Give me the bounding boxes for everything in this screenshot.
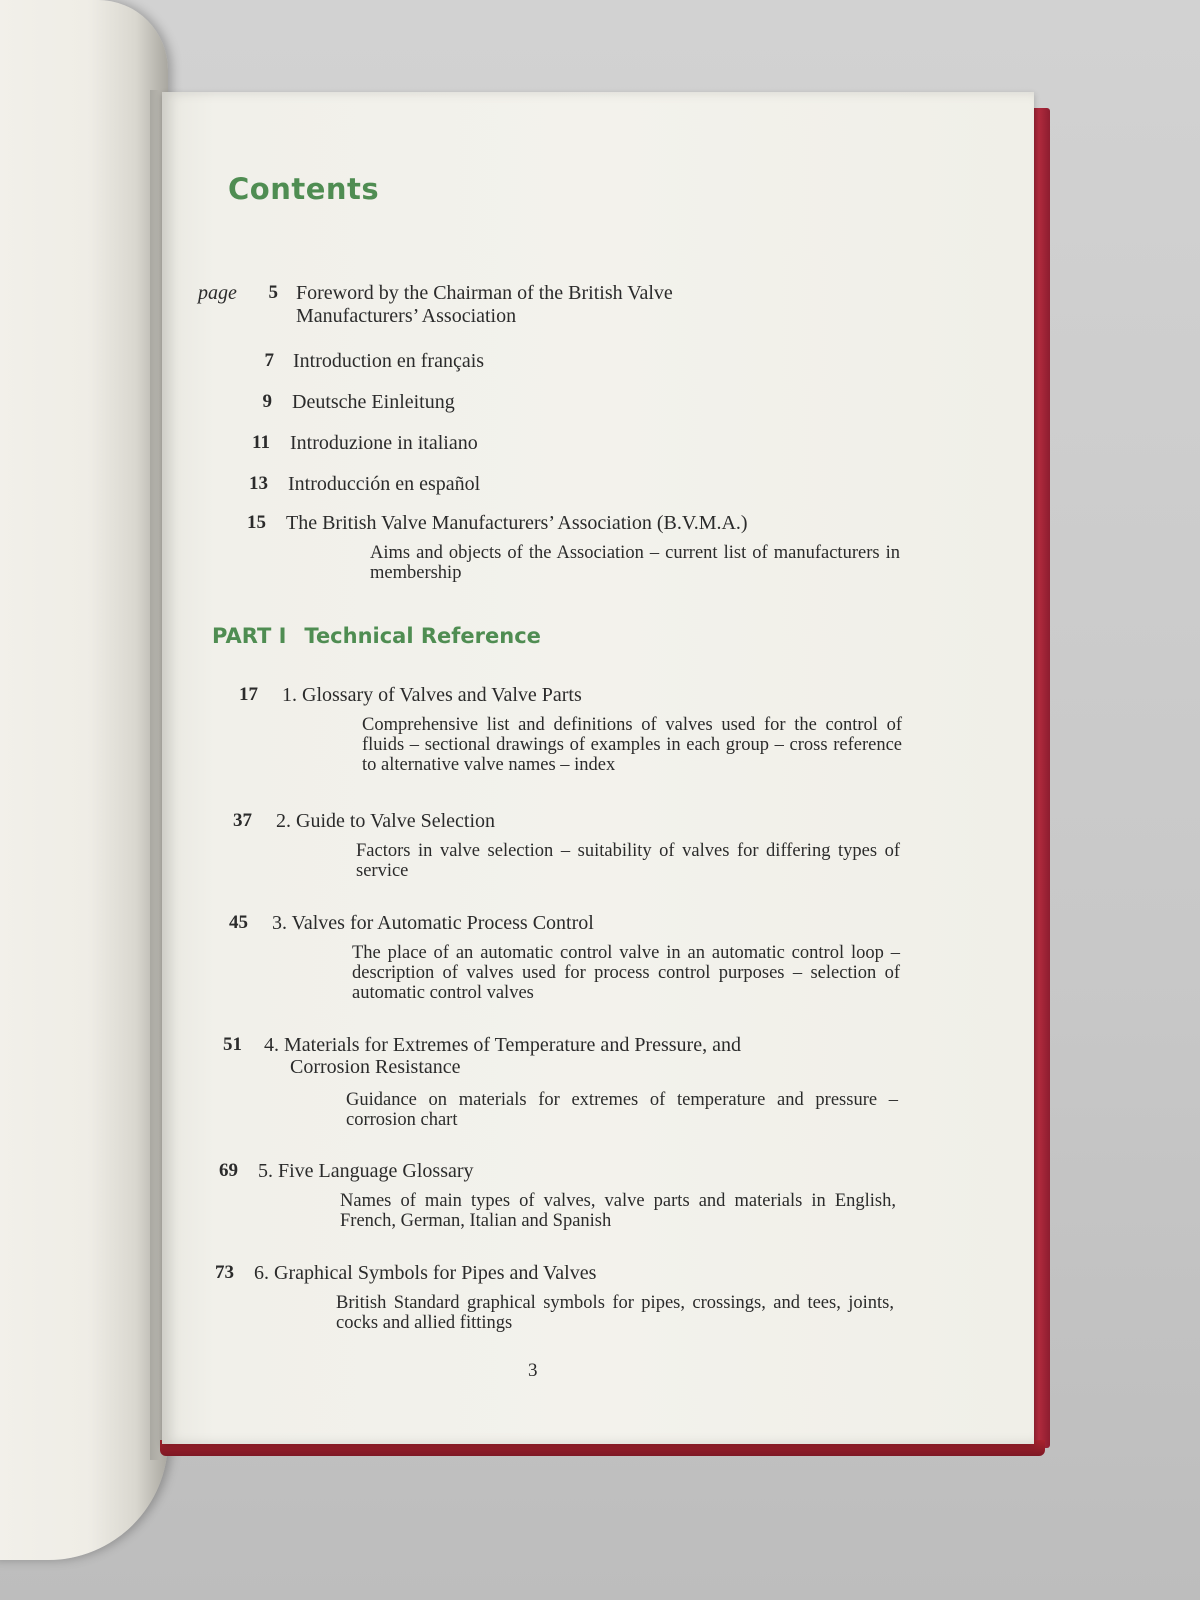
toc-description: British Standard graphical symbols for pipes, crossings, and tees, joints, cocks and allied fittings: [336, 1293, 894, 1333]
toc-entry-german: [198, 391, 958, 417]
toc-page-number: 15: [247, 512, 266, 533]
page-label: page: [198, 282, 237, 304]
toc-title-line: The British Valve Manufacturers’ Association (B.V.M.A.): [286, 512, 748, 534]
toc-page-number: 45: [229, 912, 248, 933]
toc-entry-french: [198, 350, 958, 376]
toc-page-number: 17: [239, 684, 258, 705]
toc-title-line: Manufacturers’ Association: [296, 305, 517, 327]
toc-description: Aims and objects of the Association – current list of manufacturers in membership: [370, 543, 900, 583]
toc-title-line: Foreword by the Chairman of the British Valve: [296, 282, 673, 304]
toc-entry-spanish: [198, 473, 958, 499]
toc-entry-selection: [198, 810, 988, 890]
toc-title-line: Corrosion Resistance: [290, 1056, 461, 1078]
toc-page-number: 7: [264, 350, 274, 371]
toc-entry-symbols: [198, 1262, 998, 1352]
toc-description: Guidance on materials for extremes of temperature and pressure – corrosion chart: [346, 1090, 898, 1130]
toc-description: Comprehensive list and definitions of valves used for the control of fluids – sectional drawings of examples in each group – cross reference to alternative valve names – index: [362, 715, 902, 775]
toc-page-number: 51: [223, 1034, 242, 1055]
toc-description: Names of main types of valves, valve parts and materials in English, French, German, Italian and Spanish: [340, 1191, 896, 1231]
toc-title-line: 5. Five Language Glossary: [258, 1160, 474, 1182]
toc-entry-foreword: [198, 282, 958, 342]
toc-title-line: Introducción en español: [288, 473, 481, 495]
toc-title-line: 3. Valves for Automatic Process Control: [272, 912, 594, 934]
toc-entry-glossary: [198, 684, 988, 794]
page-title: Contents: [228, 172, 380, 206]
toc-entry-italian: [198, 432, 958, 458]
page-folio: 3: [528, 1360, 538, 1381]
toc-page-number: 9: [262, 391, 272, 412]
left-page: [0, 0, 168, 1560]
toc-page-number: 69: [219, 1160, 238, 1181]
toc-page-number: 13: [249, 473, 268, 494]
toc-page-number: 73: [215, 1262, 234, 1283]
part-heading: [212, 624, 541, 648]
toc-page-number: 37: [233, 810, 252, 831]
toc-title-line: 6. Graphical Symbols for Pipes and Valves: [254, 1262, 597, 1284]
toc-title-line: Deutsche Einleitung: [292, 391, 455, 413]
toc-title-line: 1. Glossary of Valves and Valve Parts: [282, 684, 582, 706]
toc-description: Factors in valve selection – suitability of valves for differing types of service: [356, 841, 900, 881]
toc-entry-materials: [198, 1034, 998, 1144]
toc-title-line: Introduction en français: [293, 350, 485, 372]
toc-entry-five-language: [198, 1160, 998, 1250]
toc-page-number: 11: [252, 432, 270, 453]
toc-title-line: Introduzione in italiano: [290, 432, 478, 454]
contents-page: [162, 92, 1034, 1444]
toc-entry-process-control: [198, 912, 988, 1022]
part-label: PART I: [212, 624, 287, 648]
gutter-shadow: [150, 90, 160, 1460]
part-title: Technical Reference: [304, 624, 541, 648]
toc-title-line: 2. Guide to Valve Selection: [276, 810, 496, 832]
toc-entry-bvma: [198, 512, 978, 592]
toc-page-number: 5: [268, 282, 278, 303]
toc-description: The place of an automatic control valve in an automatic control loop – description of valves used for process control purposes – selection of automatic control valves: [352, 943, 900, 1003]
toc-title-line: 4. Materials for Extremes of Temperature and Pressure, and: [264, 1034, 741, 1056]
